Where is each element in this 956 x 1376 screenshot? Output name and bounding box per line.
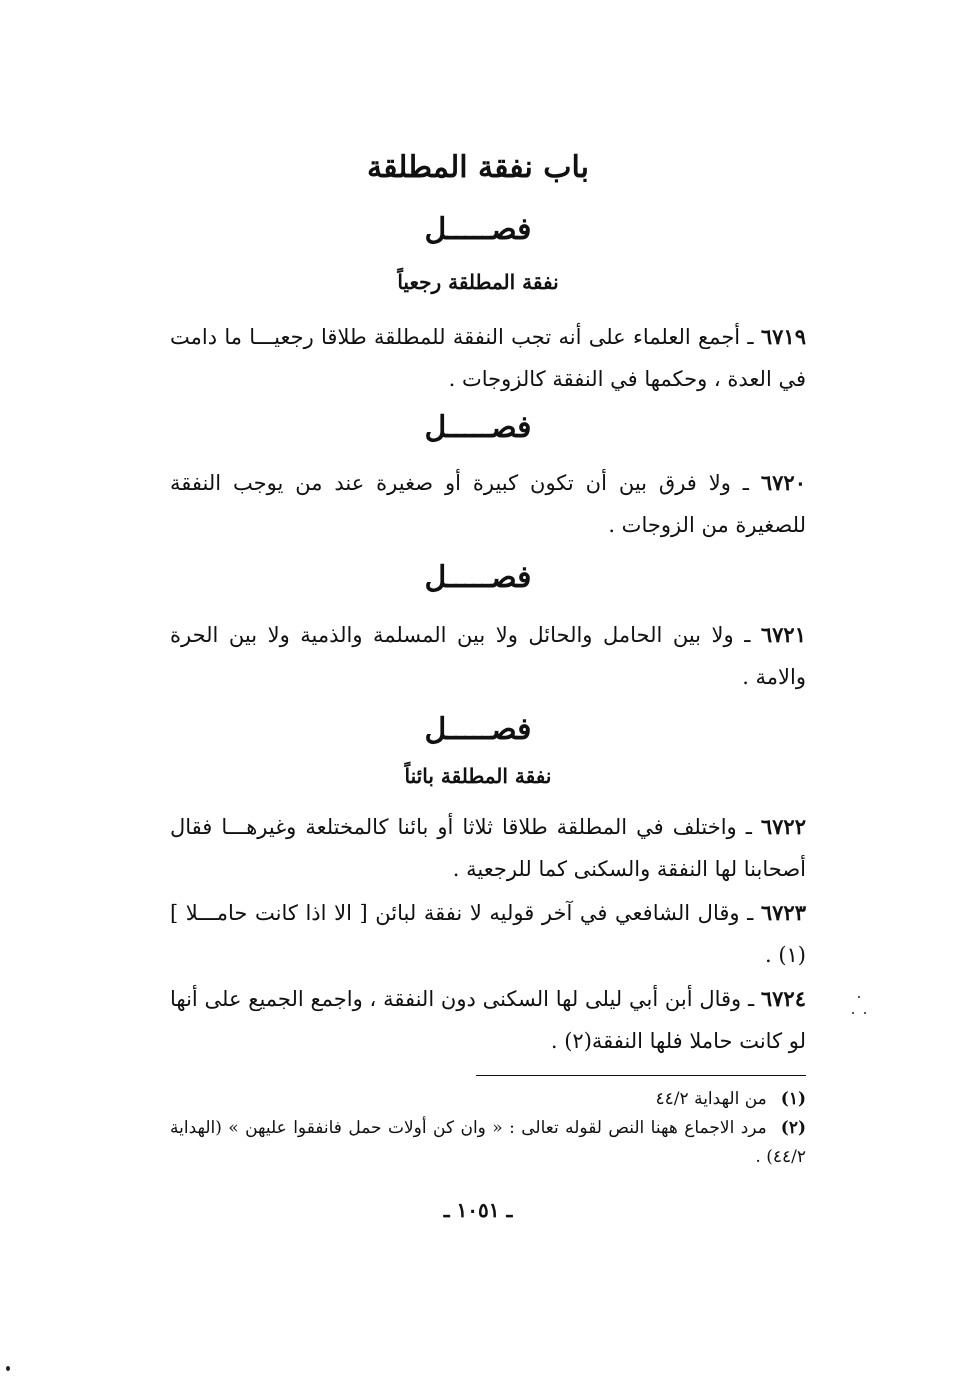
paragraph-6722 [170, 806, 806, 890]
paragraph-6720 [170, 462, 806, 546]
footnotes [170, 1085, 806, 1172]
footnote-2 [170, 1114, 806, 1172]
paragraph-text: ـ وقال الشافعي في آخر قوليه لا نفقة لبائن [ الا اذا كانت حامـــلا ](١) . [170, 901, 806, 967]
section-subheading: نفقة المطلقة رجعياً [397, 270, 559, 294]
paragraph-text: ـ ولا فرق بين أن تكون كبيرة أو صغيرة عند من يوجب النفقة للصغيرة من الزوجات . [170, 471, 806, 537]
footnote-text: من الهداية ٤٤/٢ [655, 1089, 767, 1109]
paragraph-6724 [170, 978, 806, 1062]
section-heading-fasl: فصـــــل [424, 212, 532, 247]
paragraph-number: ٦٧٢٠ [760, 470, 806, 495]
paragraph-6723 [170, 892, 806, 976]
paragraph-text: ـ أجمع العلماء على أنه تجب النفقة للمطلقة طلاقا رجعيـــا ما دامت في العدة ، وحكمها في النفقة كالزوجات . [170, 325, 806, 391]
section-subheading: نفقة المطلقة بائناً [404, 764, 552, 788]
paragraph-number: ٦٧٢٣ [760, 900, 806, 925]
paragraph-number: ٦٧٢٤ [760, 986, 806, 1011]
footnote-marker: (١) [780, 1089, 806, 1109]
footnote-1 [170, 1085, 806, 1114]
footnote-marker: (٢) [780, 1118, 806, 1138]
paragraph-number: ٦٧٢١ [760, 622, 806, 647]
chapter-title: باب نفقة المطلقة [366, 150, 590, 185]
scan-speck [852, 1012, 854, 1014]
footnote-separator [476, 1075, 806, 1076]
paragraph-text: ـ وقال أبن أبي ليلى لها السكنى دون النفقة ، واجمع الجميع على أنها لو كانت حاملا فلها النفقة(٢) . [170, 987, 806, 1053]
paragraph-text: ـ ولا بين الحامل والحائل ولا بين المسلمة والذمية ولا بين الحرة والامة . [170, 623, 806, 689]
paragraph-number: ٦٧٢٢ [760, 814, 806, 839]
paragraph-6721 [170, 614, 806, 698]
paragraph-text: ـ واختلف في المطلقة طلاقا ثلاثا أو بائنا كالمختلعة وغيرهـــا فقال أصحابنا لها النفقة والسكنى كما للرجعية . [170, 815, 806, 881]
paragraph-6719 [170, 316, 806, 400]
scan-speck [864, 1012, 866, 1014]
scan-speck [858, 996, 860, 998]
footnote-text: مرد الاجماع ههنا النص لقوله تعالى : « وان كن أولات حمل فانفقوا عليهن » (الهداية ٤٤/٢) . [170, 1118, 806, 1167]
page-number: ـ ١٠٥١ ـ [443, 1198, 513, 1222]
section-heading-fasl: فصـــــل [424, 560, 532, 595]
paragraph-number: ٦٧١٩ [760, 324, 806, 349]
scan-speck [6, 1366, 10, 1371]
section-heading-fasl: فصـــــل [424, 712, 532, 747]
section-heading-fasl: فصـــــل [424, 410, 532, 445]
